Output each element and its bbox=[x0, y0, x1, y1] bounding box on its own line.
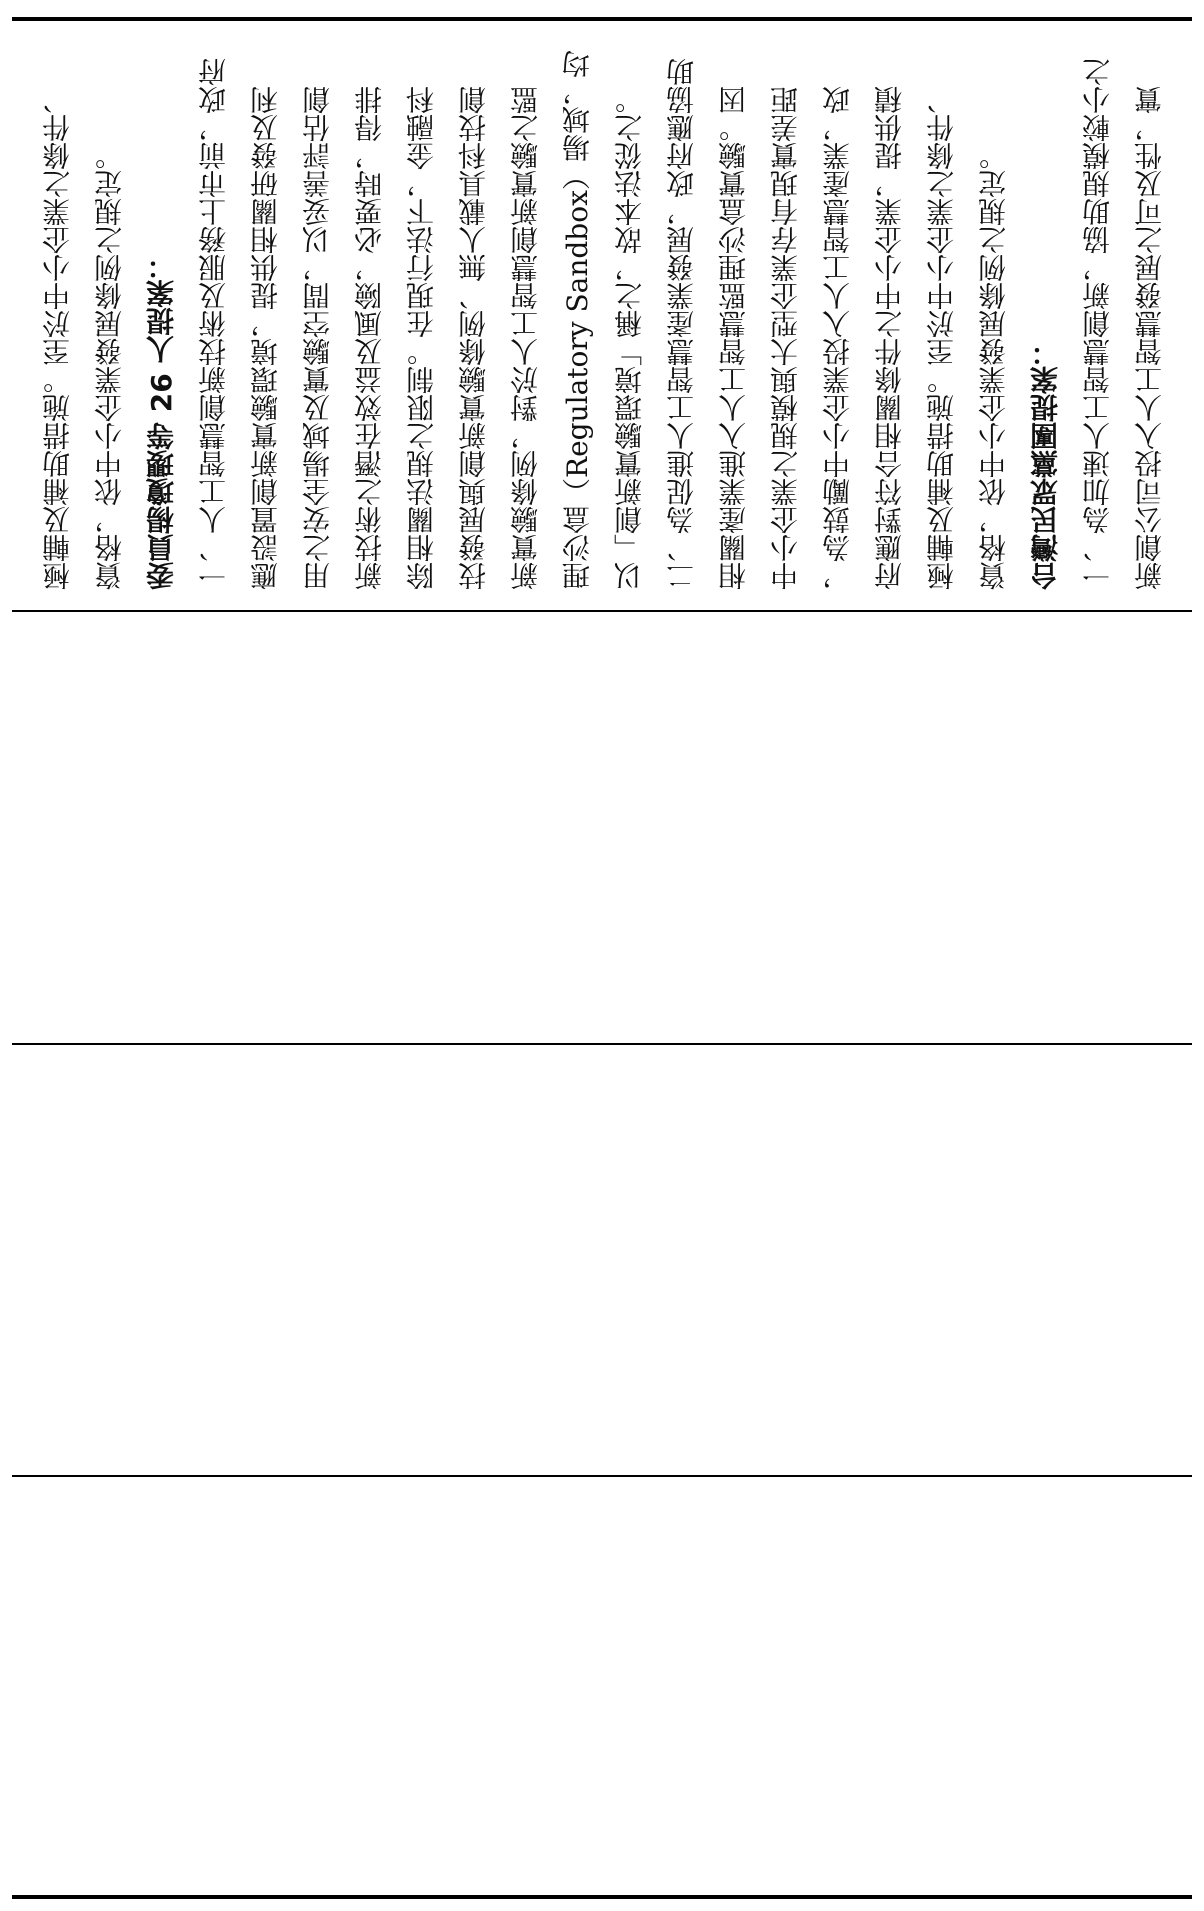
text-line: 二、為促進人工智慧產業發展，政府應協助 bbox=[665, 58, 698, 590]
text-line: 以「創新實驗環境」稱之，故本法從之。 bbox=[613, 86, 646, 590]
text-line: 中小企業之規模與大型企業存有現實差距 bbox=[769, 86, 802, 590]
document-text-column bbox=[32, 24, 1192, 608]
table-divider bbox=[12, 1475, 1192, 1477]
text-line: 相關產業進入人工智慧監理沙盒實驗。因 bbox=[717, 86, 750, 590]
text-line: 極輔及補助措施。至於中小企業之條件、 bbox=[41, 86, 74, 590]
proposal-heading: 台灣民眾黨團提案： bbox=[1029, 338, 1062, 590]
text-line: 新實驗條例，對於人工智慧創新實驗之監 bbox=[509, 86, 542, 590]
text-line: 除相關法規之限制。在現行法下，金融科 bbox=[405, 86, 438, 590]
text-line: 一、人工智慧創新技術及服務上市前，政府 bbox=[197, 58, 230, 590]
text-line: ，為鼓勵中小企業投入人工智慧產業，政 bbox=[821, 86, 854, 590]
text-line: 一、為加速人工智慧創新，協助規模較小之 bbox=[1081, 58, 1114, 590]
bottom-rule bbox=[12, 1895, 1192, 1899]
text-line: 資格，依中小企業發展條例之規定。 bbox=[93, 142, 126, 590]
text-line: 技發展與創新實驗條例、無人載具科技創 bbox=[457, 86, 490, 590]
text-line: 理沙盒（Regulatory Sandbox）場域，均 bbox=[561, 50, 594, 590]
table-divider bbox=[12, 1043, 1192, 1045]
text-line: 應設置創新實驗環境，提供相關研發及利 bbox=[249, 86, 282, 590]
top-rule bbox=[12, 17, 1192, 21]
text-line: 新技術之潛在效益及風險，必要時，得排 bbox=[353, 86, 386, 590]
proposal-heading: 委員楊瓊瓔等 26 人提案： bbox=[145, 251, 178, 590]
text-line: 用之安全場域及實驗空間，以妥善評估創 bbox=[301, 86, 334, 590]
text-line: 資格，依中小企業發展條例之規定。 bbox=[977, 142, 1010, 590]
text-line: 新創公司投入人工智慧發展之可及性，實 bbox=[1133, 86, 1166, 590]
text-line: 府應對符合相關條件之中小企業，提供積 bbox=[873, 86, 906, 590]
table-divider bbox=[12, 610, 1192, 612]
text-line: 極輔及補助措施。至於中小企業之條件、 bbox=[925, 86, 958, 590]
